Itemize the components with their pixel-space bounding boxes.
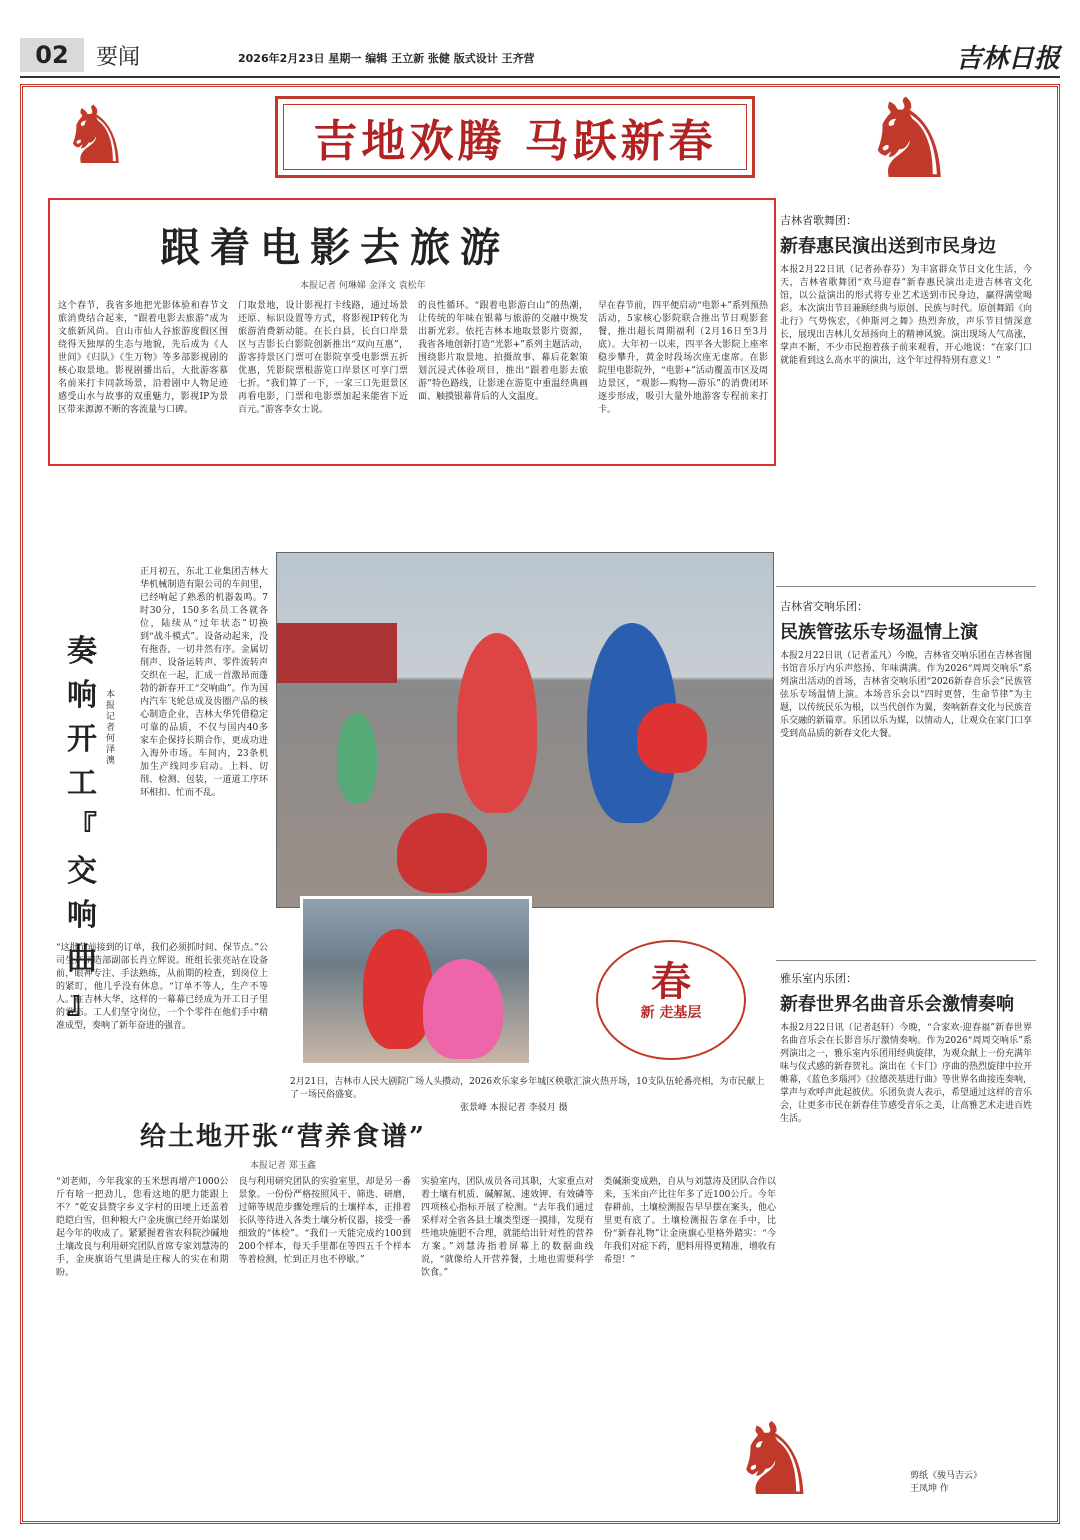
new-spring-grassroots-badge — [596, 940, 746, 1060]
article-body: 本报2月22日讯（记者孙春芬）为丰富群众节日文化生活，今天，吉林省歌舞团“欢马迎春”新春惠民演出走进吉林省文化馆，以公益演出的形式将专业艺术送到市民身边，赢得满堂喝彩。本次演出节目兼顾经典与原创、民族与时代。原创舞蹈《向北行》气势恢宏，《伸斯河之舞》热烈奔放，声乐节目情深意长，展现出吉林儿女昂扬向上的精神风貌。演出现场人气高涨，掌声不断，不少市民抱着孩子前来观看，开心地说：“在家门口就能看到这么高水平的演出，这个年过得特别有意义！” — [780, 265, 1032, 366]
papercut-credit — [910, 1470, 982, 1496]
photo-credit: 张景峰 本报记者 李驳月 摄 — [460, 1103, 568, 1113]
building-facade — [277, 623, 397, 683]
red-fan — [637, 703, 707, 773]
lead-byline: 本报记者 何琳娣 金泽文 袁松年 — [300, 281, 426, 291]
article-kicker: 吉林省交响乐团： — [780, 600, 868, 613]
feature-headline-text: 奏 响 开 工 『 交 响 曲 』 — [67, 634, 97, 1021]
article-kicker: 雅乐室内乐团： — [780, 972, 857, 985]
badge-left: 新 — [640, 1005, 655, 1021]
masthead — [20, 34, 1060, 78]
papercut-artist: 王凤坤 作 — [910, 1484, 949, 1494]
papercut-horse-icon: ♞ — [60, 89, 132, 182]
banner-title: 吉地欢腾 马跃新春 — [313, 116, 717, 167]
section-name: 要闻 — [96, 45, 141, 70]
bottom-column: “刘老师，今年我家的玉米想再增产1000公斤有啥一把劲儿，您看这地的肥力能跟上不？”乾安县赞字乡义字村的田埂上还盖着皑皑白雪，但种粮大户金庚旗已经开始谋划起今年的收成了。紧紧握着省农科院沙碱地土壤改良与利用研究团队首席专家刘慧涛的手，金庚旗语气里满是庄稼人的实在和期盼。 — [56, 1177, 229, 1278]
article-body: 本报2月22日讯（记者赵轩）今晚，“合家欢·迎春福”新春世界名曲音乐会在长影音乐厅激情奏响。作为2026“周周交响乐”系列演出之一，雅乐室内乐团用经典旋律，为观众献上一份充满年味与仪式感的新春贺礼。演出在《卡门》序曲的热烈旋律中拉开帷幕，《蓝色多瑙河》《拉德茨基进行曲》等世界名曲接连奏响，掌声与欢呼声此起彼伏。乐团负责人表示，希望通过这样的音乐会，让更多市民在新春佳节感受音乐之美，让高雅艺术走进百姓生活。 — [780, 1023, 1032, 1124]
bottom-headline: 给土地开张“营养食谱” — [140, 1122, 426, 1152]
right-article-1 — [780, 212, 1032, 462]
badge-character: 春 — [651, 958, 691, 1005]
column-divider — [776, 586, 1036, 587]
article-headline: 新春惠民演出送到市民身边 — [780, 236, 996, 257]
feature-body: 正月初五，东北工业集团吉林大华机械制造有限公司的车间里，已经响起了熟悉的机器轰鸣。7时30分，150多名员工各就各位，陆续从“过年状态”切换到“战斗模式”。设备动起来，没有拖沓，一切井然有序。金属切削声、设备运转声、零件流转声交织在一起，汇成一首激昂而蓬勃的新春开工“交响曲”。作为国内汽车飞轮总成及齿圈产品的核心制造企业，吉林大华凭借稳定可靠的品质，不仅与国内40多家车企保持长期合作，更成功进入海外市场。车间内，23条机加生产线同步启动。上料、切削、检测、包装，一道道工序环环相扣、忙而不乱。 — [140, 567, 268, 798]
papercut-title: 剪纸《骏马吉云》 — [910, 1471, 983, 1481]
bottom-column: 良与利用研究团队的实验室里，却是另一番景象。一份份严格按照风干、筛选、研磨，过筛等规范步骤处理后的土壤样本，正排着长队等待进入各类土壤分析仪器，接受一番细致的“体检”。“我们一天能完成约100到200个样本，每天手里都在等四五千个样本等着检测，忙到正月也不停歇。” — [238, 1177, 411, 1265]
dancer-figure — [457, 633, 537, 813]
lead-column: 这个春节，我省多地把光影体验和春节文旅消费结合起来，“跟着电影去旅游”成为文旅新风尚。自山市仙人谷旅游度假区围绕得天独厚的生态与地貌，先后成为《人世间》《归队》《生万物》等多部影视剧的核心取景地。影视剧播出后，大批游客慕名前来打卡同款场景，沿着剧中人物足迹感受山水与故事的双重魅力，影视IP为景区带来源源不断的客流量与口碑。 — [58, 301, 228, 415]
page-number: 02 — [20, 38, 84, 72]
dancer-figure — [363, 929, 433, 1049]
lead-column: 早在春节前，四平便启动“电影+”系列预热活动，5家核心影院联合推出节日观影套餐，推出超长周期福利（2月16日至3月底）。大年初一以来，四平各大影院上座率稳步攀升，黄金时段场次座无虚席。在影院里电影院外，“电影+”活动覆盖市区及周边景区，“观影—购物—游乐”的消费闭环逐步形成，吸引大量外地游客专程前来打卡。 — [598, 301, 768, 415]
column-divider — [776, 960, 1036, 961]
papercut-horse-icon: ♞ — [730, 1401, 820, 1518]
papercut-horse-icon: ♞ — [860, 75, 959, 203]
lead-body — [58, 300, 768, 460]
badge-right: 走基层 — [659, 1005, 702, 1021]
lead-article — [48, 198, 776, 466]
paper-logo: 吉林日报 — [955, 44, 1060, 74]
dancer-figure — [397, 813, 487, 893]
article-body: 本报2月22日讯（记者孟凡）今晚，吉林省交响乐团在吉林省图书馆音乐厅内乐声悠扬、年味满满。作为2026“周周交响乐”系列演出活动的首场，吉林省交响乐团“2026新春音乐会”民族管弦乐专场温情上演。本场音乐会以“四时更替，生命节律”为主题，以传统民乐为根，以当代创作为翼，奏响新春文化与民族音乐交融的新篇章。乐团以乐为媒，以情动人，让观众在家门口享受到高品质的新春文化大餐。 — [780, 651, 1032, 739]
right-article-2 — [780, 598, 1032, 928]
article-headline: 新春世界名曲音乐会激情奏响 — [780, 994, 1014, 1015]
photo-caption: 2月21日，吉林市人民大剧院广场人头攒动，2026欢乐家乡年城区秧歌汇演火热开场，10支队伍轮番亮相，为市民献上了一场民俗盛宴。 — [290, 1077, 765, 1100]
article-kicker: 吉林省歌舞团： — [780, 214, 857, 227]
dancer-figure — [337, 713, 377, 803]
theme-banner — [275, 96, 755, 178]
dateline: 2026年2月23日 星期一 编辑 王立新 张健 版式设计 王齐营 — [238, 52, 535, 65]
article-headline: 民族管弦乐专场温情上演 — [780, 622, 978, 643]
bottom-byline: 本报记者 郑玉鑫 — [250, 1161, 316, 1171]
bottom-column: 类碱渐变成熟，自从与刘慧涛及团队合作以来，玉米亩产比往年多了近100公斤。今年春耕前，土壤检测报告早早摆在案头，他心里更有底了。土壤检测报告拿在手中，比份“新春礼物”让金庚旗心里格外踏实：“今年我们对症下药，肥料用得更精准，增收有希望！” — [603, 1177, 776, 1265]
bottom-body — [56, 1176, 776, 1404]
lead-column: 的良性循环。“跟着电影游白山”的热潮，让传统的年味在银幕与旅游的交融中焕发出新光彩。依托吉林本地取景影片资源，我省各地创新打造“光影+”系列主题活动，围绕影片取景地、拍摄故事、幕后花絮策划沉浸式体验项目，推出“跟着电影去旅游”特色路线，让影迷在游览中重温经典画面、触摸银幕背后的人文温度。 — [418, 301, 588, 402]
right-article-3 — [780, 970, 1032, 1410]
lead-column: 门取景地，设计影视打卡线路，通过场景还原、标识设置等方式，将影视IP转化为旅游消费新动能。在长白县，长白口岸景区与吉影长白影院创新推出“双向互惠”，游客持景区门票可在影院享受电影票五折优惠，凭影院票根游览口岸景区可享门票七折。“我们算了一下，一家三口先逛景区再看电影，门票和电影票加起来能省下近百元。”游客李女士说。 — [238, 301, 408, 415]
feature-byline: 本报记者 何泽澳 — [106, 690, 116, 766]
yangge-photo — [276, 552, 774, 908]
feature-body-continued: “这批节前接到的订单，我们必须抓时间、保节点。”公司生产制造部副部长肖立辉说。班组长张亮站在设备前，眼神专注、手法熟练，从前期的检查，到岗位上的紧盯，他几乎没有休息。“订单不等人，生产不等人。”在吉林大华，这样的一幕幕已经成为开工日子里的常态。工人们坚守岗位，一个个零件在他们手中精准成型，奏响了新年奋进的强音。 — [56, 943, 268, 1031]
yangge-photo-inset — [300, 896, 532, 1066]
lead-headline: 跟着电影去旅游 — [160, 224, 510, 271]
bottom-column: 实验室内，团队成员各司其职，大家重点对着土壤有机质、碱解氮、速效钾、有效磷等四项核心指标开展了检测。“去年我们通过采样对全省各县土壤类型逐一摸排，发现有些地块施肥不合理，就能给出针对性的营养方案。”刘慧涛指着屏幕上的数据曲线说，“就像给人开营养餐，土地也需要科学饮食。” — [421, 1177, 594, 1278]
red-fan — [423, 959, 503, 1059]
